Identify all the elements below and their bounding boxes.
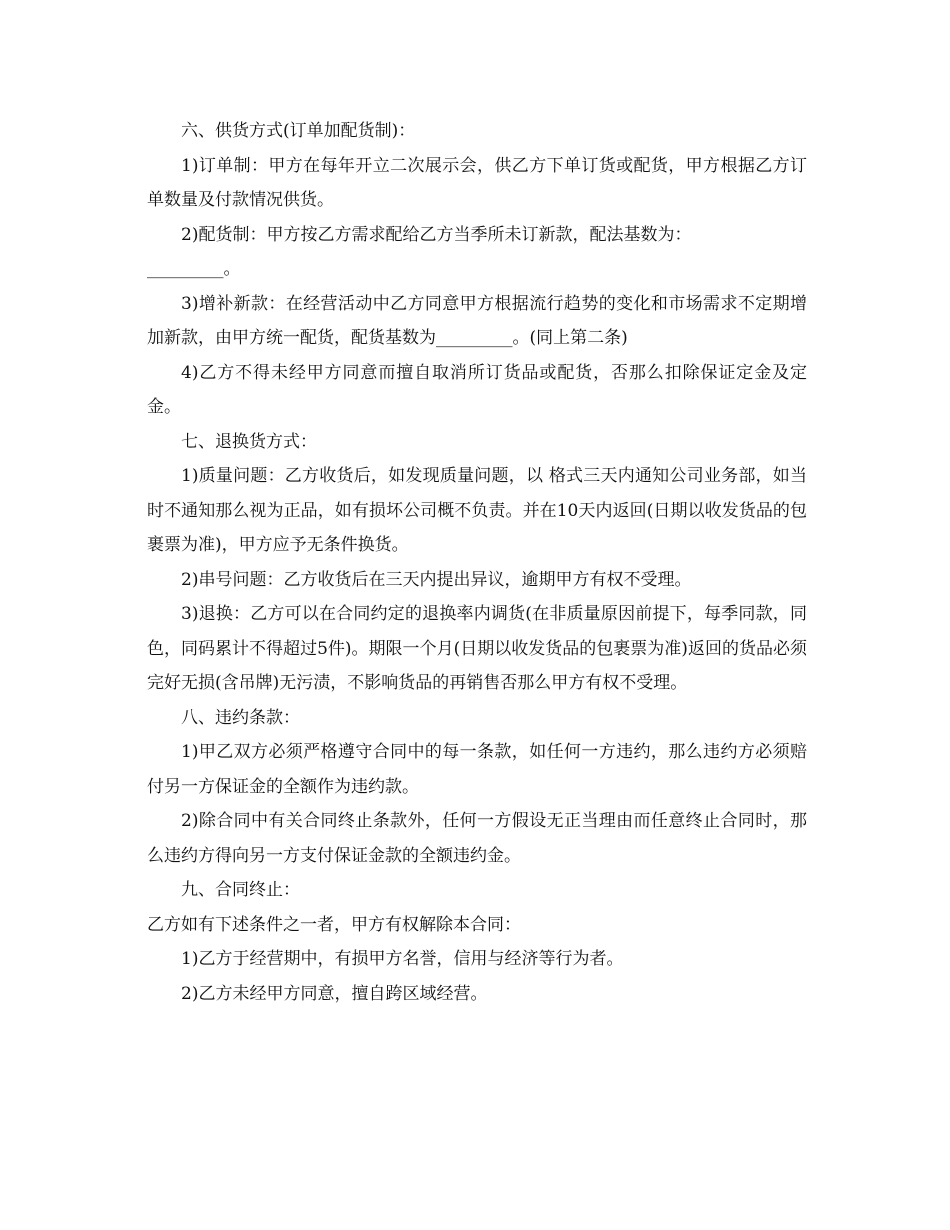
document-body [147,114,807,1011]
paragraph-termination-intro: 乙方如有下述条件之一者，甲方有权解除本合同： [147,914,521,935]
paragraph-termination-1: 1)乙方于经营期中，有损甲方名誉，信用与经济等行为者。 [181,949,624,969]
paragraph-breach-2: 2)除合同中有关合同终止条款外，任何一方假设无正当理由而任意终止合同时，那么违约方得向另一方支付保证金款的全额违约金。 [147,811,807,866]
paragraph-quality-issue: 1)质量问题：乙方收货后，如发现质量问题，以 格式三天内通知公司业务部，如当时不通知那么视为正品，如有损坏公司概不负责。并在10天内返回(日期以收发货品的包裹票为准)，甲方应予无条件换货。 [147,466,807,555]
paragraph-breach-1: 1)甲乙双方必须严格遵守合同中的每一条款，如任何一方违约，那么违约方必须赔付另一方保证金的全额作为违约款。 [147,742,807,797]
section-heading-8: 八、违约条款： [181,707,300,728]
paragraph-new-styles: 3)增补新款：在经营活动中乙方同意甲方根据流行趋势的变化和市场需求不定期增加新款，由甲方统一配货，配货基数为_________。(同上第二条) [147,293,807,348]
paragraph-allocation-system: 2)配货制：甲方按乙方需求配给乙方当季所未订新款，配法基数为： [181,224,692,245]
section-heading-9: 九、合同终止： [181,880,300,900]
section-heading-6: 六、供货方式(订单加配货制)： [181,121,416,141]
paragraph-allocation-blank: _________。 [147,259,241,279]
paragraph-termination-2: 2)乙方未经甲方同意，擅自跨区域经营。 [181,983,488,1004]
paragraph-no-cancel: 4)乙方不得未经甲方同意而擅自取消所订货品或配货，否那么扣除保证定金及定金。 [147,362,807,417]
paragraph-mismatch-issue: 2)串号问题：乙方收货后在三天内提出异议，逾期甲方有权不受理。 [181,569,692,590]
section-heading-7: 七、退换货方式： [181,431,317,452]
paragraph-order-system: 1)订单制：甲方在每年开立二次展示会，供乙方下单订货或配货，甲方根据乙方订单数量及付款情况供货。 [147,155,807,210]
paragraph-return-exchange: 3)退换：乙方可以在合同约定的退换率内调货(在非质量原因前提下，每季同款，同色，同码累计不得超过5件)。期限一个月(日期以收发货品的包裹票为准)返回的货品必须完好无损(含吊牌)无污渍，不影响货品的再销售否那么甲方有权不受理。 [147,604,807,693]
